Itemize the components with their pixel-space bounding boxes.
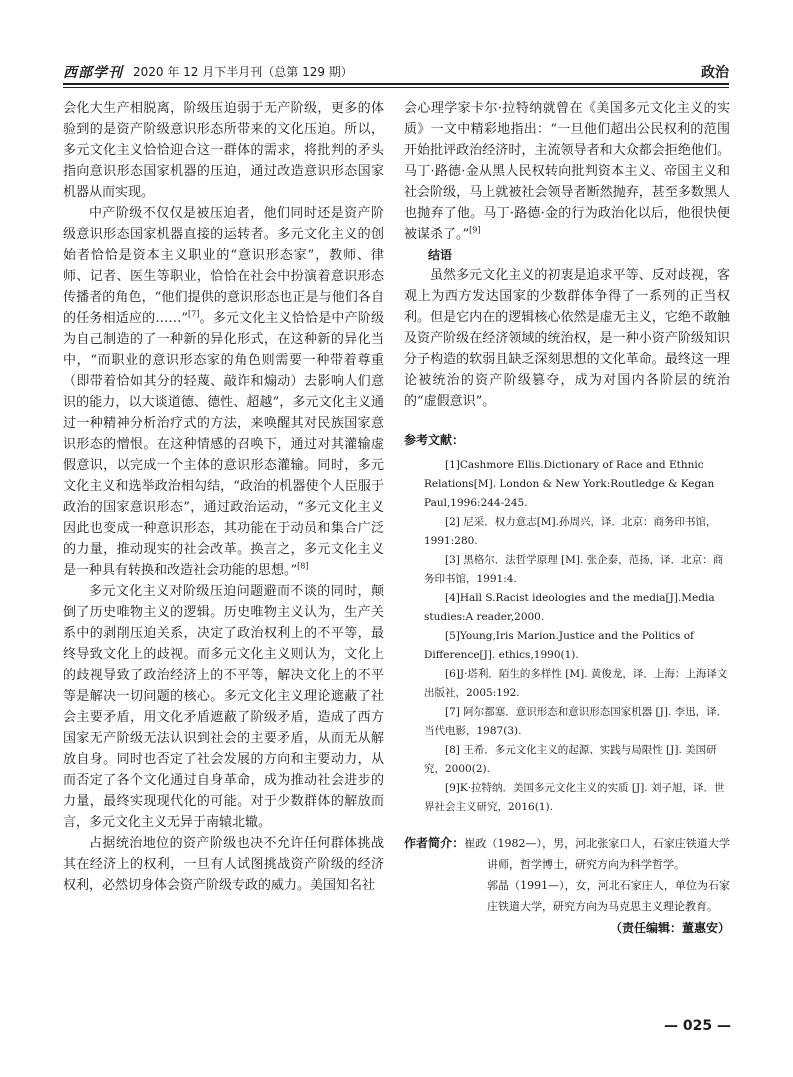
author-bio [404, 833, 730, 917]
body-paragraph: 会化大生产相脱离，阶级压迫弱于无产阶级，更多的体验到的是资产阶级意识形态所带来的文化压迫。所以，多元文化主义恰恰迎合这一群体的需求，将批判的矛头指向意识形态国家机器的压迫，通过改造意识形态国家机器从而实现。 [63, 101, 384, 200]
section-name: 政治 [701, 65, 729, 81]
reference-item: [6]J·塔利．陌生的多样性 [M]. 黄俊龙，译．上海：上海译文出版社，2005:192. [424, 668, 728, 699]
journal-logo: 西部学刊 [63, 65, 123, 81]
author-entry [404, 833, 730, 875]
reference-item: [8] 王希．多元文化主义的起源、实践与局限性 [J]. 美国研究，2000(2). [424, 744, 717, 775]
reference-item: [7] 阿尔都塞．意识形态和意识形态国家机器 [J]. 李迅，译．当代电影，1987(3). [424, 706, 728, 737]
right-column [404, 98, 730, 938]
citation-marker: [9] [469, 225, 481, 235]
citation-marker: [8] [297, 561, 309, 571]
author-label: 作者简介： [404, 836, 465, 850]
body-paragraph [63, 203, 384, 581]
author-text: 崔政（1982—），男，河北张家口人，石家庄铁道大学讲师，哲学博士，研究方向为科学哲学。 [464, 837, 730, 871]
references-list [404, 456, 730, 817]
author-entry: 郭晶（1991—），女，河北石家庄人，单位为石家庄铁道大学，研究方向为马克思主义理论教育。 [487, 879, 730, 913]
body-paragraph: 多元文化主义对阶级压迫问题避而不谈的同时，颠倒了历史唯物主义的逻辑。历史唯物主义认为，生产关系中的剥削压迫关系，决定了政治权利上的不平等，最终导致文化上的歧视。而多元文化主义则认为，文化上的歧视导致了政治经济上的不平等，解决文化上的不平等是解决一切问题的核心。多元文化主义理论遮蔽了社会主要矛盾，用文化矛盾遮蔽了阶级矛盾，造成了西方国家无产阶级无法认识到社会的主要矛盾，从而无从解放自身。同时也否定了社会发展的方向和主要动力，从而否定了各个文化通过自身革命，成为推动社会进步的力量，最终实现现代化的可能。对于少数群体的解放而言，多元文化主义无异于南辕北辙。 [63, 584, 384, 830]
conclusion-heading: 结语 [428, 248, 453, 262]
citation-marker: [7] [187, 309, 200, 319]
responsible-editor: （责任编辑：董惠安） [609, 921, 730, 935]
left-column [63, 98, 384, 896]
paragraph-text: 中产阶级不仅仅是被压迫者，他们同时还是资产阶级意识形态国家机器直接的运转者。多元文化主义的创始者恰恰是资本主义职业的“意识形态家”，教师、律师、记者、医生等职业，恰恰在社会中扮演着意识形态传播者的角色，“他们提供的意识形态也正是与他们各自的任务相适应的……” [63, 206, 384, 326]
page-header [63, 60, 729, 82]
body-paragraph: 占据统治地位的资产阶级也决不允许任何群体挑战其在经济上的权利，一旦有人试图挑战资产阶级的经济权利，必然切身体会资产阶级专政的威力。美国知名社 [63, 836, 384, 893]
header-rule-thick [63, 83, 729, 85]
issue-info: 2020 年 12 月下半月刊（总第 129 期） [133, 65, 353, 79]
body-paragraph [404, 98, 730, 245]
paragraph-text: 。多元文化主义恰恰是中产阶级为自己制造的了一种新的异化形式，在这种新的异化当中，“而职业的意识形态家的角色则需要一种带着尊重（即带着恰如其分的轻蔑、敲诈和煽动）去影响人们意识的能力，以大谈道德、德性、超越”，多元文化主义通过一种精神分析治疗式的方法，来唤醒其对民族国家意识形态的憎恨。在这种情感的召唤下，通过对其灌输虚假意识，以完成一个主体的意识形态灌输。同时，多元文化主义和选举政治相勾结，“政治的机器使个人臣服于政治的国家意识形态”，通过政治运动，“多元文化主义因此也变成一种意识形态，其功能在于动员和集合广泛的力量，推动现实的社会改革。换言之，多元文化主义是一种具有转换和改造社会功能的思想。” [63, 311, 384, 578]
reference-item: [3] 黑格尔．法哲学原理 [M]. 张企泰，范扬，译．北京：商务印书馆，1991:4. [424, 554, 724, 585]
paragraph-text: 会心理学家卡尔·拉特纳就曾在《美国多元文化主义的实质》一文中精彩地指出：“一旦他们超出公民权利的范围开始批评政治经济时，主流领导者和大众都会拒绝他们。马丁·路德·金从黑人民权转向批判资本主义、帝国主义和社会阶级，马上就被社会领导者断然抛弃，甚至多数黑人也抛弃了他。马丁·路德·金的行为政治化以后，他很快便被谋杀了。” [404, 101, 730, 242]
reference-item: [2] 尼采．权力意志[M].孙周兴，译．北京：商务印书馆，1991:280. [424, 516, 717, 547]
references-heading: 参考文献： [404, 433, 465, 447]
reference-item: [9]K·拉特纳．美国多元文化主义的实质 [J]. 刘子旭，译．世界社会主义研究，2016(1). [424, 782, 725, 813]
reference-item: [4]Hall S.Racist ideologies and the media[J].Media studies:A reader,2000. [424, 592, 715, 623]
reference-item: [1]Cashmore Ellis.Dictionary of Race and Ethnic Relations[M]. London & New York:Routledge & Kegan Paul,1996:244-245. [424, 459, 715, 509]
conclusion-paragraph: 虽然多元文化主义的初衷是追求平等、反对歧视，客观上为西方发达国家的少数群体争得了一系列的正当权利。但是它内在的逻辑核心依然是虚无主义，它绝不敢触及资产阶级在经济领域的统治权，是一种小资产阶级知识分子构造的软弱且缺乏深刻思想的文化革命。最终这一理论被统治的资产阶级篡夺，成为对国内各阶层的统治的“虚假意识”。 [404, 268, 730, 409]
header-rule-thin [63, 87, 729, 88]
reference-item: [5]Young,Iris Marion.Justice and the Politics of Difference[J]. ethics,1990(1). [424, 630, 694, 661]
page-number: — 025 — [664, 1018, 731, 1034]
